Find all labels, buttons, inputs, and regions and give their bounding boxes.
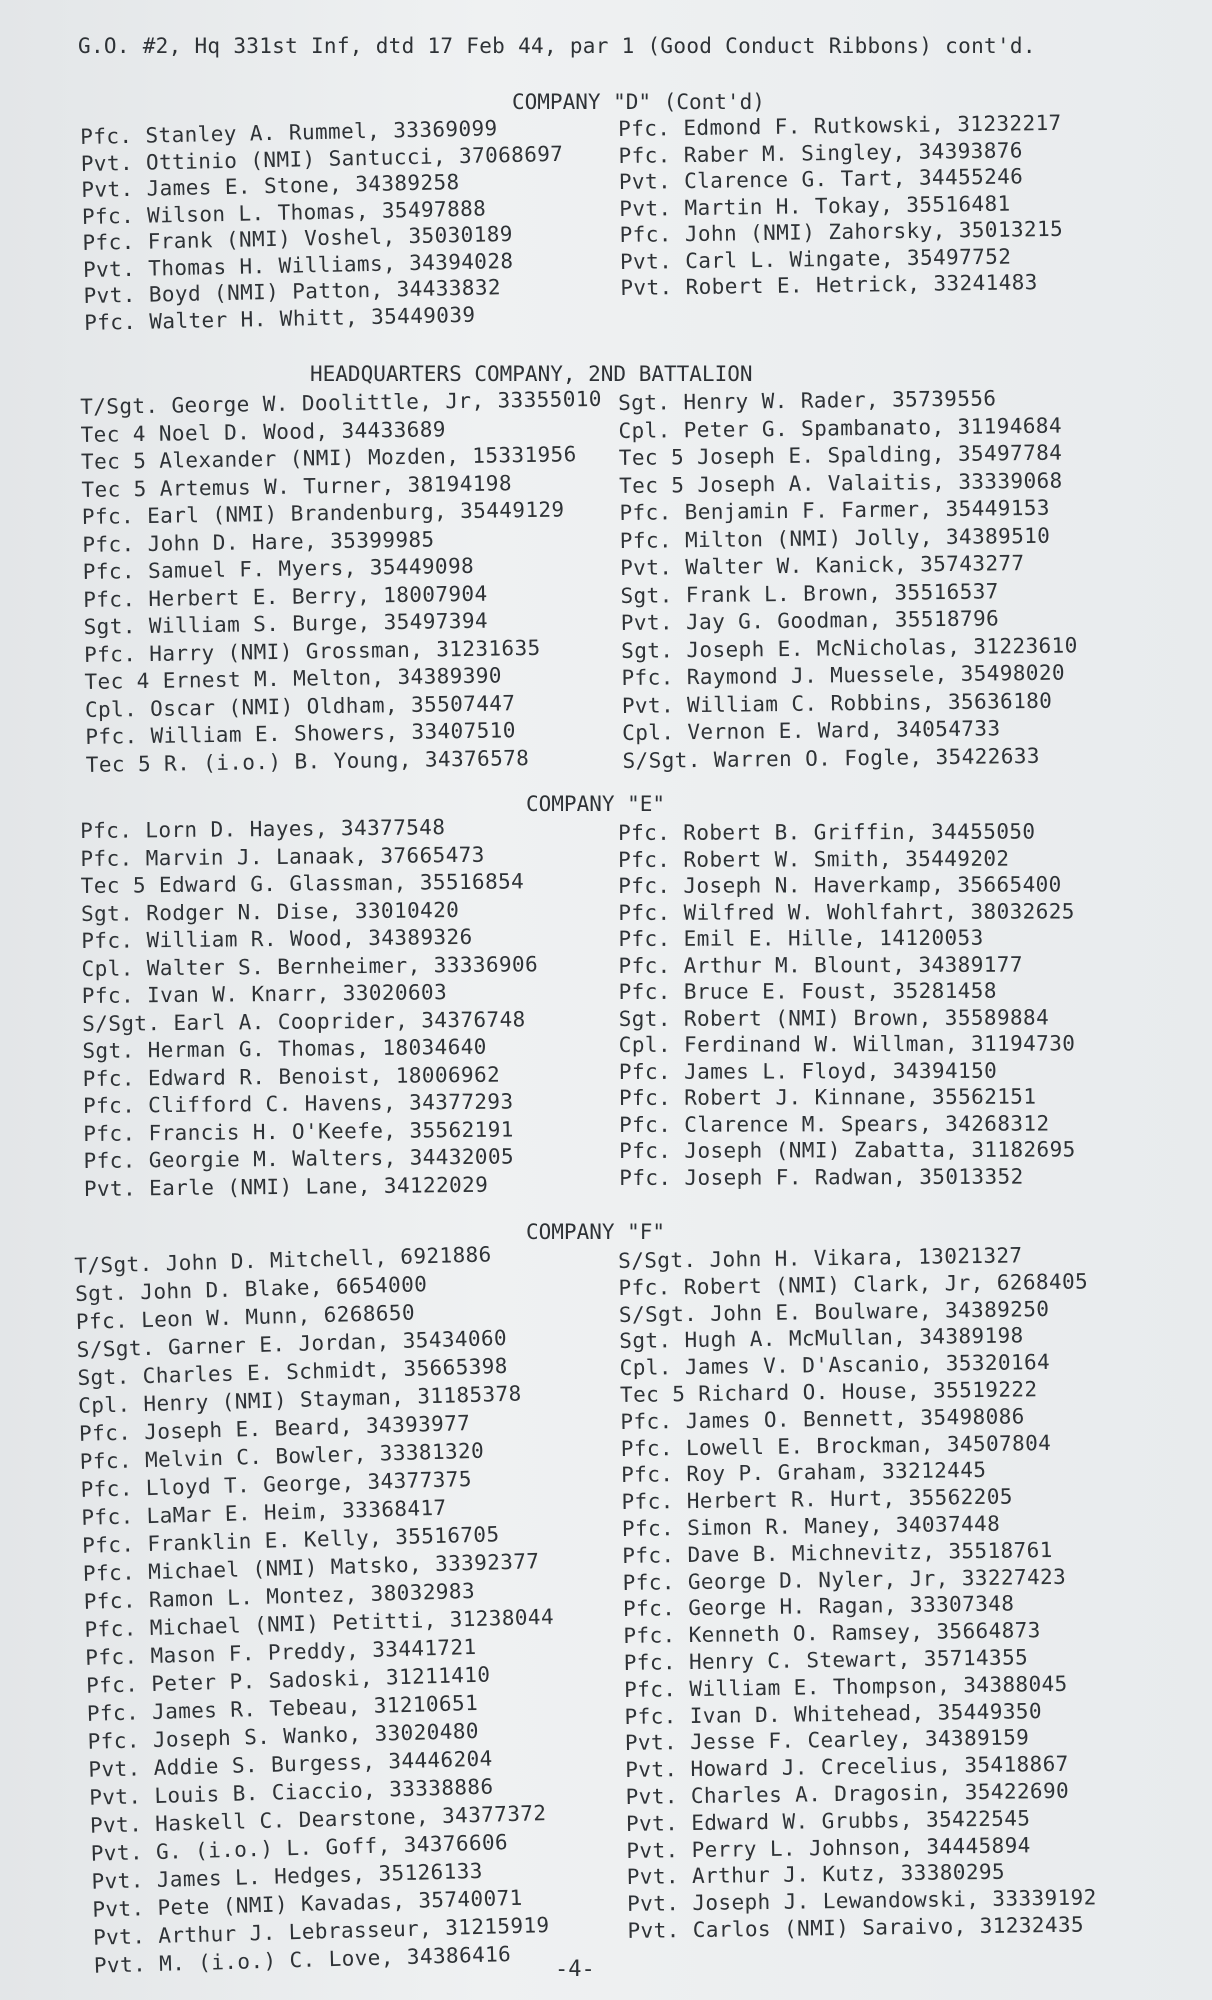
roster-entry: Pfc. Arthur M. Blount, 34389177 [618,952,1023,978]
roster-entry: Pfc. Walter H. Whitt, 35449039 [83,302,476,335]
roster-entry: Pvt. William C. Robbins, 35636180 [621,688,1053,718]
roster-entry: Pfc. Robert (NMI) Clark, Jr, 6268405 [618,1269,1089,1300]
roster-column-left [80,113,604,336]
roster-entry: Pfc. Robert J. Kinnane, 35562151 [618,1084,1037,1110]
roster-entry: Tec 4 Ernest M. Melton, 34389390 [84,663,503,694]
roster-entry: S/Sgt. Earl A. Cooprider, 34376748 [82,1006,526,1036]
roster-entry: Pfc. Benjamin F. Farmer, 35449153 [619,495,1051,525]
roster-entry: Pvt. Carlos (NMI) Saraivo, 31232435 [627,1912,1085,1943]
roster-entry: Pfc. Earl (NMI) Brandenburg, 35449129 [81,497,565,529]
roster-entry: Pfc. Ivan D. Whitehead, 35449350 [624,1698,1043,1729]
roster-entry: Pfc. Raymond J. Muessele, 35498020 [621,660,1066,690]
roster-entry: S/Sgt. John H. Vikara, 13021327 [618,1243,1023,1273]
roster-entry: Pfc. James R. Tebeau, 31210651 [86,1690,479,1726]
roster-entry: Pfc. James L. Floyd, 34394150 [618,1058,998,1084]
section-title: COMPANY "D" (Cont'd) [512,90,765,114]
roster-entry: Pfc. Dave B. Michnevitz, 35518761 [622,1537,1053,1568]
roster-entry: Pfc. Georgie M. Walters, 34432005 [83,1144,515,1173]
roster-entry: Pfc. George H. Ragan, 33307348 [622,1591,1015,1622]
roster-entry: Pvt. Edward W. Grubbs, 35422545 [625,1806,1031,1836]
roster-entry: Pvt. Howard J. Crecelius, 35418867 [625,1751,1069,1783]
roster-entry: Tec 5 Edward G. Glassman, 35516854 [80,869,525,898]
roster-entry: Pfc. Ramon L. Montez, 38032983 [83,1578,476,1614]
roster-entry: Pfc. George D. Nyler, Jr, 33227423 [622,1564,1067,1595]
roster-entry: Pfc. Peter P. Sadoski, 31211410 [85,1662,491,1698]
roster-entry: S/Sgt. Garner E. Jordan, 35434060 [76,1325,508,1362]
roster-entry: Pfc. Edward R. Benoist, 18006962 [82,1062,501,1091]
roster-entry: Tec 5 Richard O. House, 35519222 [619,1377,1038,1407]
roster-entry: Sgt. William S. Burge, 35497394 [83,608,489,639]
roster-entry: Tec 5 R. (i.o.) B. Young, 34376578 [85,745,530,777]
roster-entry: Pvt. Haskell C. Dearstone, 34377372 [89,1801,547,1838]
roster-entry: S/Sgt. John E. Boulware, 34389250 [618,1296,1050,1327]
roster-entry: Pfc. Clifford C. Havens, 34377293 [82,1089,514,1118]
roster-entry: Cpl. Peter G. Spambanato, 31194684 [618,413,1063,443]
section-title: COMPANY "E" [526,792,666,816]
roster-entry: Pfc. Wilson L. Thomas, 35497888 [81,196,487,229]
roster-entry: Sgt. Robert (NMI) Brown, 35589884 [618,1004,1050,1031]
page-number: -4- [555,1957,595,1982]
roster-entry: Pvt. Louis B. Ciaccio, 33338886 [88,1774,494,1810]
roster-entry: Pvt. Walter W. Kanick, 35743277 [620,551,1025,580]
roster-entry: Pfc. Franklin E. Kelly, 35516705 [81,1522,500,1558]
roster-entry: Pfc. Robert W. Smith, 35449202 [618,846,1010,872]
roster-entry: Pfc. Marvin J. Lanaak, 37665473 [80,842,485,871]
roster-entry: Pfc. Edmond F. Rutkowski, 31232217 [618,110,1062,141]
section-title: HEADQUARTERS COMPANY, 2ND BATTALION [310,362,753,386]
roster-entry: Sgt. Henry W. Rader, 35739556 [618,386,997,415]
roster-entry: Pfc. Lorn D. Hayes, 34377548 [80,815,446,843]
roster-entry: Cpl. James V. D'Ascanio, 35320164 [619,1350,1051,1381]
roster-entry: Pfc. John D. Hare, 35399985 [82,526,435,557]
roster-entry: Pvt. Pete (NMI) Kavadas, 35740071 [92,1885,523,1922]
roster-entry: Pfc. Milton (NMI) Jolly, 34389510 [619,523,1051,553]
roster-entry: Pfc. Lowell E. Brockman, 34507804 [620,1430,1052,1461]
roster-entry: Pfc. William R. Wood, 34389326 [81,924,473,953]
roster-entry: Tec 5 Artemus W. Turner, 38194198 [81,470,513,502]
roster-entry: Pfc. Robert B. Griffin, 34455050 [618,819,1036,845]
roster-entry: Pfc. Simon R. Maney, 34037448 [621,1511,1001,1541]
roster-entry: Pvt. Charles A. Dragosin, 35422690 [625,1778,1070,1809]
roster-column-right [618,384,1143,775]
roster-entry: Tec 5 Alexander (NMI) Mozden, 15331956 [80,442,577,474]
roster-entry: Sgt. John D. Blake, 6654000 [74,1272,428,1306]
roster-entry: Pvt. Boyd (NMI) Patton, 34433832 [83,275,502,308]
roster-entry: Pfc. Roy P. Graham, 33212445 [621,1458,987,1488]
roster-entry: Pfc. Ivan W. Knarr, 33020603 [81,980,448,1008]
order-header: G.O. #2, Hq 331st Inf, dtd 17 Feb 44, par 1 (Good Conduct Ribbons) cont'd. [78,34,1036,58]
roster-entry: Pvt. James L. Hedges, 35126133 [91,1858,484,1894]
roster-entry: Pvt. Arthur J. Lebrasseur, 31215919 [92,1912,550,1950]
roster-entry: Pfc. William E. Showers, 33407510 [85,718,516,749]
roster-column-right [618,109,1141,302]
roster-entry: Pfc. Bruce E. Foust, 35281458 [618,978,997,1004]
roster-entry: Pfc. Herbert E. Berry, 18007904 [83,581,488,612]
roster-entry: Pvt. Carl L. Wingate, 35497752 [619,244,1012,274]
roster-column-right [618,818,1139,1191]
roster-entry: Pfc. Melvin C. Bowler, 33381320 [79,1438,485,1474]
roster-entry: Pfc. Lloyd T. George, 34377375 [80,1466,473,1502]
roster-entry: Pfc. Michael (NMI) Petitti, 31238044 [84,1604,555,1642]
roster-entry: Pvt. Martin H. Tokay, 35516481 [619,191,1011,221]
roster-entry: Pvt. Robert E. Hetrick, 33241483 [620,270,1038,300]
roster-entry: Pvt. Thomas H. Williams, 34394028 [82,248,514,282]
roster-entry: Pvt. G. (i.o.) L. Goff, 34376606 [90,1830,509,1866]
roster-entry: Pvt. James E. Stone, 34389258 [81,170,460,202]
roster-entry: Pfc. Wilfred W. Wohlfahrt, 38032625 [618,898,1075,925]
roster-entry: Pfc. Mason F. Preddy, 33441721 [85,1634,477,1670]
roster-entry: Pfc. Emil E. Hille, 14120053 [618,925,984,951]
roster-column-left [80,386,606,779]
roster-entry: Pvt. Ottinio (NMI) Santucci, 37068697 [80,141,564,176]
roster-entry: Sgt. Herman G. Thomas, 18034640 [82,1034,487,1063]
roster-entry: Pvt. M. (i.o.) C. Love, 34386416 [93,1942,512,1978]
roster-column-left [74,1237,614,1979]
roster-entry: Pvt. Joseph J. Lewandowski, 33339192 [626,1885,1097,1917]
roster-entry: Pfc. Joseph F. Radwan, 35013352 [619,1164,1024,1190]
roster-column-left [80,813,604,1203]
roster-entry: Pvt. Addie S. Burgess, 34446204 [88,1746,493,1782]
roster-entry: Pfc. Michael (NMI) Matsko, 33392377 [82,1549,540,1586]
roster-entry: Pfc. Joseph N. Haverkamp, 35665400 [618,872,1062,898]
roster-entry: Pfc. Joseph (NMI) Zabatta, 31182695 [619,1137,1076,1163]
roster-entry: Pfc. Henry C. Stewart, 35714355 [623,1645,1029,1675]
roster-entry: Pvt. Earle (NMI) Lane, 34122029 [83,1172,489,1201]
roster-entry: Pvt. Arthur J. Kutz, 33380295 [626,1859,1006,1890]
roster-entry: Pfc. Kenneth O. Ramsey, 35664873 [623,1618,1041,1649]
section-title: COMPANY "F" [526,1220,666,1244]
roster-entry: Cpl. Oscar (NMI) Oldham, 35507447 [84,690,516,722]
roster-entry: Pfc. William E. Thompson, 34388045 [624,1671,1068,1702]
roster-entry: Sgt. Frank L. Brown, 35516537 [620,578,999,608]
roster-entry: Sgt. Hugh A. McMullan, 34389198 [619,1323,1024,1354]
roster-entry: Pfc. Herbert R. Hurt, 35562205 [621,1484,1013,1515]
roster-entry: Pvt. Jesse F. Cearley, 34389159 [624,1725,1030,1756]
roster-entry: Tec 5 Joseph E. Spalding, 35497784 [618,440,1063,470]
roster-entry: Pfc. James O. Bennett, 35498086 [620,1404,1025,1434]
roster-entry: Pvt. Jay G. Goodman, 35518796 [620,606,1000,635]
roster-entry: Pvt. Clarence G. Tart, 34455246 [618,164,1024,194]
roster-entry: Pfc. Samuel F. Myers, 35449098 [82,553,475,584]
roster-entry: Pfc. Francis H. O'Keefe, 35562191 [83,1116,514,1146]
roster-entry: Sgt. Rodger N. Dise, 33010420 [80,897,460,926]
roster-entry: Cpl. Walter S. Bernheimer, 33336906 [81,951,539,981]
roster-entry: T/Sgt. John D. Mitchell, 6921886 [74,1242,492,1278]
roster-entry: Tec 4 Noel D. Wood, 34433689 [80,416,446,447]
roster-column-right [618,1241,1148,1945]
roster-entry: T/Sgt. George W. Doolittle, Jr, 33355010 [80,386,603,419]
roster-entry: Cpl. Henry (NMI) Stayman, 31185378 [77,1381,522,1418]
roster-entry: Pfc. Harry (NMI) Grossman, 31231635 [83,635,541,667]
roster-entry: Pfc. Clarence M. Spears, 34268312 [619,1110,1050,1137]
roster-entry: Pfc. John (NMI) Zahorsky, 35013215 [619,216,1064,247]
roster-entry: Pfc. Leon W. Munn, 6268650 [75,1300,416,1334]
roster-entry: S/Sgt. Warren O. Fogle, 35422633 [622,743,1041,773]
roster-entry: Sgt. Charles E. Schmidt, 35665398 [77,1353,509,1390]
roster-entry: Pfc. Raber M. Singley, 34393876 [618,137,1024,168]
roster-entry: Pfc. Frank (NMI) Voshel, 35030189 [82,221,514,255]
roster-entry: Cpl. Ferdinand W. Willman, 31194730 [618,1031,1076,1057]
roster-entry: Cpl. Vernon E. Ward, 34054733 [622,716,1001,745]
roster-entry: Pfc. Joseph E. Beard, 34393977 [78,1411,471,1446]
roster-entry: Tec 5 Joseph A. Valaitis, 33339068 [619,468,1063,498]
roster-entry: Pvt. Perry L. Johnson, 34445894 [626,1832,1031,1863]
roster-entry: Pfc. Stanley A. Rummel, 33369099 [80,116,498,149]
roster-entry: Sgt. Joseph E. McNicholas, 31223610 [621,632,1078,663]
roster-entry: Pfc. LaMar E. Heim, 33368417 [81,1495,447,1530]
roster-entry: Pfc. Joseph S. Wanko, 33020480 [87,1718,480,1754]
